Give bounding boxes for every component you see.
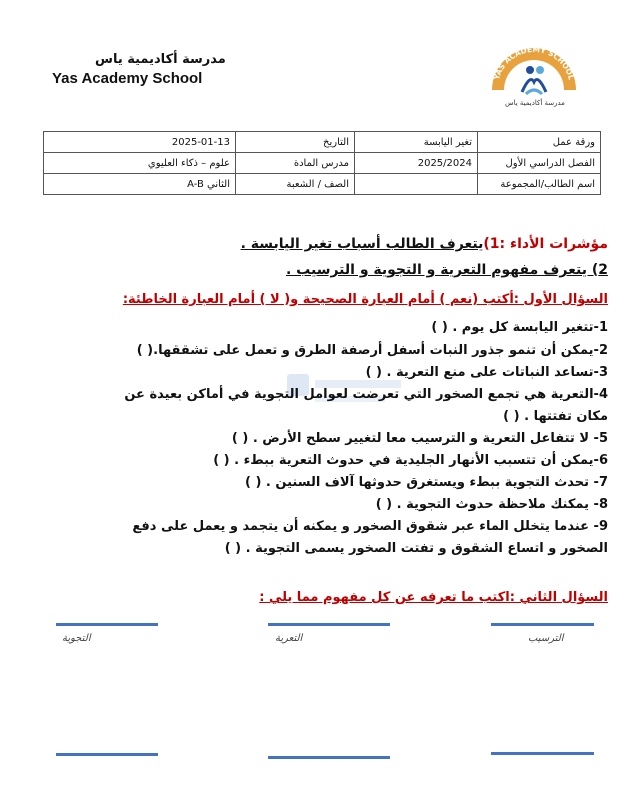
answer-line-bottom-left[interactable] <box>56 753 158 756</box>
question-1-title: السؤال الأول :أكتب (نعم ) أمام العبارة الصحيحة و( لا ) أمام العبارة الخاطئة: <box>122 292 608 307</box>
table-row <box>44 174 601 195</box>
topic-value: تغير اليابسة <box>355 132 478 153</box>
answer-line-top-left[interactable] <box>56 623 158 626</box>
question-2-title: السؤال الثاني :اكتب ما تعرفه عن كل مفهوم مما يلي : <box>259 590 608 605</box>
indicator-label: مؤشرات الأداء :1) <box>483 236 608 252</box>
concept-erosion: التعرية <box>275 633 303 644</box>
worksheet-label: ورقة عمل <box>478 132 601 153</box>
worksheet-info-table <box>43 131 601 195</box>
statement-2: 2-يمكن أن تنمو جذور النبات أسفل أرصفة الطرق و تعمل على تشققها.( ) <box>136 343 608 358</box>
statement-4: 4-التعرية هي تجمع الصخور التي تعرضت لعوامل التجوية في أماكن بعيدة عن <box>124 387 608 402</box>
statement-3: 3-تساعد النباتات على منع التعرية . ( ) <box>365 365 608 380</box>
class-label: الصف / الشعبة <box>236 174 355 195</box>
performance-indicator-1 <box>241 236 608 252</box>
statement-4-continued: مكان تفتتها . ( ) <box>503 409 608 424</box>
class-value: الثاني A-B <box>44 174 236 195</box>
statement-6: 6-يمكن أن تتسبب الأنهار الجليدية في حدوث التعرية ببطء . ( ) <box>213 453 608 468</box>
table-row <box>44 132 601 153</box>
statement-7: 7- تحدث التجوية ببطء ويستغرق حدوثها آلاف السنين . ( ) <box>245 475 608 490</box>
term-label: الفصل الدراسي الأول <box>478 153 601 174</box>
answer-line-top-middle[interactable] <box>268 623 390 626</box>
statement-9: 9- عندما يتخلل الماء عبر شقوق الصخور و يمكنه أن يتجمد و يعمل على دفع <box>132 519 608 534</box>
school-name-arabic: مدرسة أكاديمية ياس <box>95 52 226 67</box>
year-value: 2025/2024 <box>355 153 478 174</box>
concept-deposition: الترسيب <box>528 633 564 644</box>
answer-line-bottom-right[interactable] <box>491 752 594 755</box>
date-label: التاريخ <box>236 132 355 153</box>
teacher-value: علوم – ذكاء العليوي <box>44 153 236 174</box>
table-row <box>44 153 601 174</box>
answer-line-bottom-middle[interactable] <box>268 756 390 759</box>
indicator-text: يتعرف الطالب أسباب تغير اليابسة . <box>240 236 484 252</box>
concept-weathering: التجوية <box>62 633 91 644</box>
svg-text:YAS ACADEMY SCHOOL: YAS ACADEMY SCHOOL <box>492 44 576 81</box>
statement-5: 5- لا تتفاعل التعرية و الترسيب معا لتغيير سطح الأرض . ( ) <box>231 431 608 446</box>
student-label: اسم الطالب/المجموعة <box>478 174 601 195</box>
statement-9-continued: الصخور و اتساع الشقوق و تفتت الصخور يسمى التجوية . ( ) <box>224 541 608 556</box>
statement-8: 8- يمكنك ملاحظة حدوث التجوية . ( ) <box>375 497 608 512</box>
logo-caption: مدرسة أكاديمية ياس <box>505 99 565 107</box>
statement-1: 1-تتغير اليابسة كل يوم . ( ) <box>431 320 608 335</box>
student-value[interactable] <box>355 174 478 195</box>
performance-indicator-2: 2) يتعرف مفهوم التعرية و التجوية و الترسيب . <box>285 262 608 278</box>
school-name-english: Yas Academy School <box>52 70 203 87</box>
teacher-label: مدرس المادة <box>236 153 355 174</box>
answer-line-top-right[interactable] <box>491 623 594 626</box>
date-value: 2025-01-13 <box>44 132 236 153</box>
